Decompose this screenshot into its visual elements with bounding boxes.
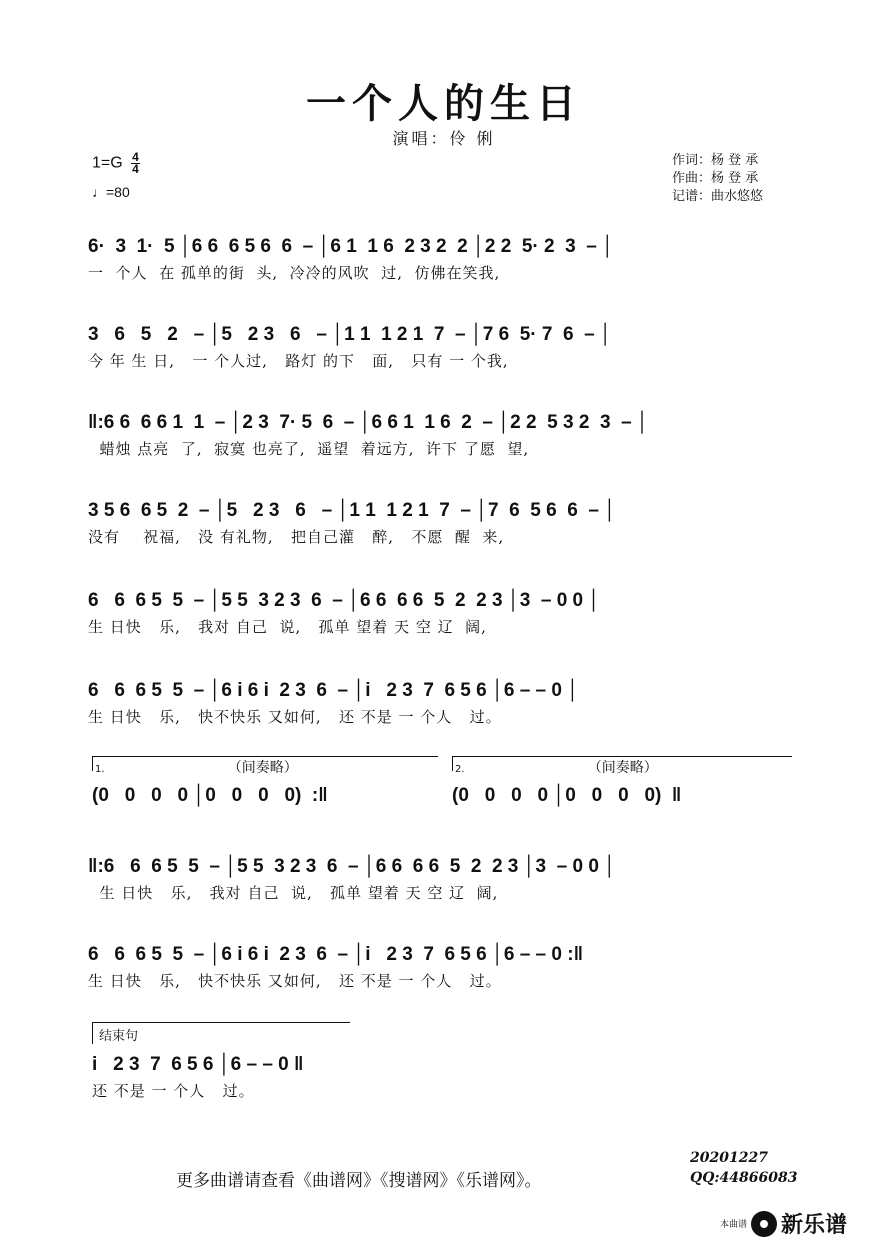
lyrics-line: 生 日快 乐, 我对 自己 说, 孤单 望着 天 空 辽 阔,: [88, 618, 487, 636]
lyrics-line: 生 日快 乐, 我对 自己 说, 孤单 望着 天 空 辽 阔,: [88, 884, 499, 902]
lyricist: 作词：杨 登 承: [672, 153, 759, 168]
score-row-5: [88, 586, 800, 637]
score-row-4: [88, 496, 800, 547]
volta-label: （间奏略）: [587, 760, 658, 776]
site-logo: [720, 1208, 847, 1239]
lyrics-line: 蜡烛 点亮 了, 寂寞 也亮了, 遥望 着远方, 许下 了愿 望,: [88, 440, 530, 458]
notes-line: 6 6 6 5 5 – │6 i 6 i 2 3 6 – │i 2 3 7 6 5 6 │6 – – 0 :‖: [88, 944, 584, 965]
notes-line: ‖:6 6 6 5 5 – │5 5 3 2 3 6 – │6 6 6 6 5 2 2 3 │3 – 0 0 │: [88, 856, 617, 877]
volta-number: 1.: [95, 764, 105, 775]
ending-section: [92, 1022, 350, 1101]
notes-line: 3 6 5 2 – │5 2 3 6 – │1 1 1 2 1 7 – │7 6 5· 7 6 – │: [88, 324, 612, 345]
key-label: 1=G: [92, 154, 123, 172]
notes-line: ‖:6 6 6 6 1 1 – │2 3 7· 5 6 – │6 6 1 1 6 2 – │2 2 5 3 2 3 – │: [88, 412, 649, 433]
ending-notes: i 2 3 7 6 5 6 │6 – – 0 ‖: [92, 1054, 304, 1075]
score-row-7: [88, 852, 800, 903]
singer-line: 演唱：伶 俐: [392, 129, 496, 148]
volta-bracket: [92, 756, 438, 776]
lyrics-line: 今 年 生 日, 一 个人过, 路灯 的下 面, 只有 一 个我,: [88, 352, 509, 370]
ending-label: 结束句: [92, 1022, 350, 1044]
volta-number: 2.: [455, 764, 465, 775]
logo-text: 新乐谱: [781, 1213, 848, 1238]
lyrics-line: 生 日快 乐, 快不快乐 又如何, 还 不是 一 个人 过。: [88, 972, 502, 990]
score-row-3: [88, 408, 800, 459]
score-row-8: [88, 940, 800, 991]
ending-lyrics: 还 不是 一 个人 过。: [92, 1082, 255, 1100]
volta-1: [92, 756, 438, 811]
composer: 作曲：杨 登 承: [672, 171, 759, 186]
lyrics-line: 没有 祝福, 没 有礼物, 把自己灌 醉, 不愿 醒 来,: [88, 528, 505, 546]
notes-line: 3 5 6 6 5 2 – │5 2 3 6 – │1 1 1 2 1 7 – │7 6 5 6 6 – │: [88, 500, 617, 521]
lyrics-line: 一 个人 在 孤单的街 头, 冷冷的风吹 过, 仿佛在笑我,: [88, 264, 501, 282]
notes-line: 6 6 6 5 5 – │5 5 3 2 3 6 – │6 6 6 6 5 2 2 3 │3 – 0 0 │: [88, 590, 601, 611]
volta-label: （间奏略）: [227, 760, 298, 776]
qq-number: QQ:44866083: [690, 1170, 798, 1186]
lyrics-line: 生 日快 乐, 快不快乐 又如何, 还 不是 一 个人 过。: [88, 708, 502, 726]
date: 20201227: [690, 1150, 768, 1166]
footer-note: 更多曲谱请查看《曲谱网》《搜谱网》《乐谱网》。: [176, 1171, 542, 1191]
notes-line: 6· 3 1· 5 │6 6 6 5 6 6 – │6 1 1 6 2 3 2 2 │2 2 5· 2 3 – │: [88, 236, 614, 257]
record-disc-icon: [751, 1211, 777, 1237]
date-block: [690, 1148, 798, 1188]
score-row-1: [88, 232, 800, 283]
score-row-2: [88, 320, 800, 371]
tempo-marking: ♩=80: [92, 184, 130, 200]
volta-bracket: [452, 756, 792, 776]
logo-small-text: 本曲谱: [720, 1220, 748, 1230]
volta-notes: (0 0 0 0 │0 0 0 0) ‖: [452, 785, 682, 806]
key-signature: [92, 152, 140, 175]
time-signature: [131, 152, 140, 175]
notes-line: 6 6 6 5 5 – │6 i 6 i 2 3 6 – │i 2 3 7 6 5 6 │6 – – 0 │: [88, 680, 580, 701]
transcriber: 记谱：曲水悠悠: [672, 189, 764, 204]
song-title: 一个人的生日: [306, 80, 582, 127]
score-row-6: [88, 676, 800, 727]
volta-2: [452, 756, 792, 811]
volta-notes: (0 0 0 0 │0 0 0 0) :‖: [92, 785, 328, 806]
time-sig-top: 4: [132, 150, 139, 164]
credits: [672, 152, 763, 206]
time-sig-bottom: 4: [132, 162, 139, 176]
